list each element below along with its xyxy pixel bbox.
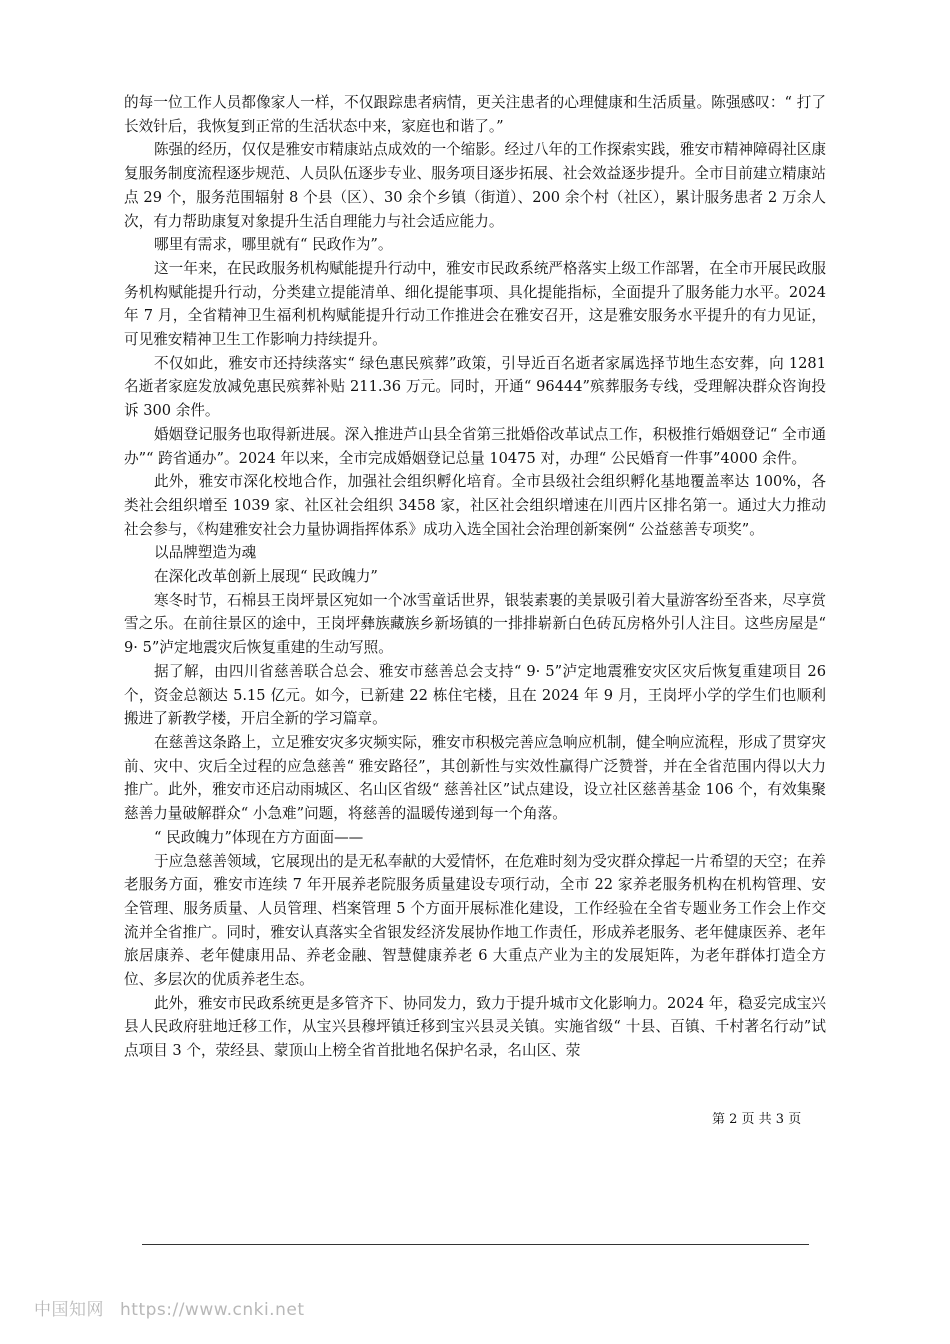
paragraph: 在慈善这条路上，立足雅安灾多灾频实际，雅安市积极完善应急响应机制，健全响应流程，形成了贯穿灾前、灾中、灾后全过程的应急慈善“ 雅安路径”，其创新性与实效性赢得广泛赞誉，并在全省范围内得以大力推广。此外，雅安市还启动雨城区、名山区省级“ 慈善社区”试点建设，设立社区慈善基金 106 个，有效集聚慈善力量破解群众“ 小急难”问题，将慈善的温暖传递到每一个角落。 [124,733,826,823]
section-subheading: 在深化改革创新上展现“ 民政魄力” [154,568,378,586]
watermark [34,1295,320,1320]
section-heading: 以品牌塑造为魂 [154,544,257,562]
watermark-site-name: 中国知网 [34,1300,104,1320]
paragraph: 寒冬时节，石棉县王岗坪景区宛如一个冰雪童话世界，银装素裹的美景吸引着大量游客纷至沓来，尽享赏雪之乐。在前往景区的途中，王岗坪彝族藏族乡新场镇的一排排崭新白色砖瓦房格外引人注目。这些房屋是“ 9· 5”泸定地震灾后恢复重建的生动写照。 [124,591,826,657]
paragraph: “ 民政魄力”体现在方方面面—— [154,828,364,846]
footer-divider [142,1244,809,1245]
paragraph: 此外，雅安市深化校地合作，加强社会组织孵化培育。全市县级社会组织孵化基地覆盖率达 100%，各类社会组织增至 1039 家、社区社会组织 3458 家，社区社会组织增速在川西片区排名第一。通过大力推动社会参与，《构建雅安社会力量协调指挥体系》成功入选全国社会治理创新案例“ 公益慈善专项奖”。 [124,473,826,538]
paragraph: 这一年来，在民政服务机构赋能提升行动中，雅安市民政系统严格落实上级工作部署，在全市开展民政服务机构赋能提升行动，分类建立提能清单、细化提能事项、具化提能指标，全面提升了服务能力水平。2024 年 7 月，全省精神卫生福利机构赋能提升行动工作推进会在雅安召开，这是雅安服务水平提升的有力见证，可见雅安精神卫生工作影响力持续提升。 [124,259,826,349]
article-body [124,91,826,1063]
paragraph: 据了解，由四川省慈善联合总会、雅安市慈善总会支持“ 9· 5”泸定地震雅安灾区灾后恢复重建项目 26 个，资金总额达 5.15 亿元。如今，已新建 22 栋住宅楼，且在 2024 年 9 月，王岗坪小学的学生们也顺利搬进了新教学楼，开启全新的学习篇章。 [124,662,826,728]
paragraph: 哪里有需求，哪里就有“ 民政作为”。 [154,236,393,254]
paragraph: 不仅如此，雅安市还持续落实“ 绿色惠民殡葬”政策，引导近百名逝者家属选择节地生态安葬，向 1281 名逝者家庭发放减免惠民殡葬补贴 211.36 万元。同时，开通“ 96444”殡葬服务专线，受理解决群众咨询投诉 300 余件。 [124,354,826,420]
watermark-url: https://www.cnki.net [120,1300,305,1320]
paragraph: 陈强的经历，仅仅是雅安市精康站点成效的一个缩影。经过八年的工作探索实践，雅安市精神障碍社区康复服务制度流程逐步规范、人员队伍逐步专业、服务项目逐步拓展、社会效益逐步提升。全市目前建立精康站点 29 个，服务范围辐射 8 个县（区）、30 余个乡镇（街道）、200 余个村（社区），累计服务患者 2 万余人次，有力帮助康复对象提升生活自理能力与社会适应能力。 [124,141,826,230]
paragraph: 此外，雅安市民政系统更是多管齐下、协同发力，致力于提升城市文化影响力。2024 年，稳妥完成宝兴县人民政府驻地迁移工作，从宝兴县穆坪镇迁移到宝兴县灵关镇。实施省级“ 十县、百镇、千村著名行动”试点项目 3 个，荥经县、蒙顶山上榜全省首批地名保护名录，名山区、荥 [124,994,826,1060]
paragraph: 婚姻登记服务也取得新进展。深入推进芦山县全省第三批婚俗改革试点工作，积极推行婚姻登记“ 全市通办”“ 跨省通办”。2024 年以来，全市完成婚姻登记总量 10475 对，办理“ 公民婚育一件事”4000 余件。 [124,425,826,467]
page-number: 第 2 页 共 3 页 [712,1112,802,1127]
paragraph: 于应急慈善领域，它展现出的是无私奉献的大爱情怀，在危难时刻为受灾群众撑起一片希望的天空；在养老服务方面，雅安市连续 7 年开展养老院服务质量建设专项行动，全市 22 家养老服务机构在机构管理、安全管理、服务质量、人员管理、档案管理 5 个方面开展标准化建设，工作经验在全省专题业务工作会上作交流并全省推广。同时，雅安认真落实全省银发经济发展协作地工作责任，形成养老服务、老年健康医养、老年旅居康养、老年健康用品、养老金融、智慧健康养老 6 大重点产业为主的发展矩阵，为老年群体打造全方位、多层次的优质养老生态。 [124,852,826,989]
paragraph: 的每一位工作人员都像家人一样，不仅跟踪患者病情，更关注患者的心理健康和生活质量。陈强感叹：“ 打了长效针后，我恢复到正常的生活状态中来，家庭也和谐了。” [124,94,826,135]
